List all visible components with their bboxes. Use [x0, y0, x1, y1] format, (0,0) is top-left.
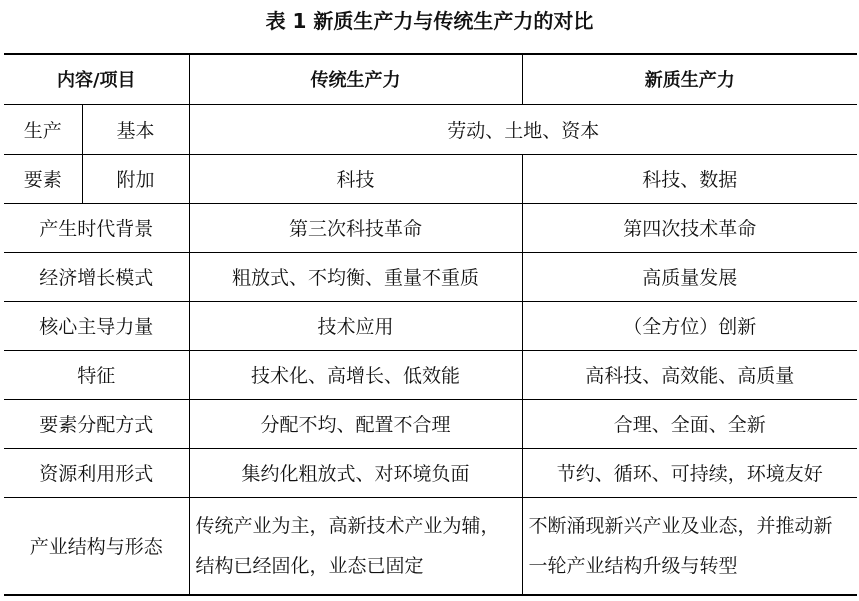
- header-new-quality: 新质生产力: [522, 54, 857, 104]
- table-row: [4, 301, 857, 350]
- header-content-item: 内容/项目: [4, 54, 189, 104]
- row-label: 核心主导力量: [4, 301, 189, 350]
- table-row: [4, 154, 857, 203]
- row-label-factor-top: 生产: [4, 104, 82, 154]
- table-row: [4, 203, 857, 252]
- row-sublabel-basic: 基本: [82, 104, 189, 154]
- cell-traditional: 科技: [189, 154, 522, 203]
- table-row: [4, 399, 857, 448]
- cell-new-quality: 不断涌现新兴产业及业态，并推动新一轮产业结构升级与转型: [522, 497, 857, 595]
- header-traditional: 传统生产力: [189, 54, 522, 104]
- cell-new-quality: 合理、全面、全新: [522, 399, 857, 448]
- cell-traditional: 粗放式、不均衡、重量不重质: [189, 252, 522, 301]
- cell-new-quality: 节约、循环、可持续，环境友好: [522, 448, 857, 497]
- cell-new-quality: 高质量发展: [522, 252, 857, 301]
- cell-traditional: 技术应用: [189, 301, 522, 350]
- table-row: [4, 350, 857, 399]
- table-row: [4, 104, 857, 154]
- cell-basic-merged: 劳动、土地、资本: [189, 104, 857, 154]
- row-sublabel-extra: 附加: [82, 154, 189, 203]
- row-label: 经济增长模式: [4, 252, 189, 301]
- table-row: [4, 448, 857, 497]
- cell-traditional: 分配不均、配置不合理: [189, 399, 522, 448]
- cell-traditional: 第三次科技革命: [189, 203, 522, 252]
- table-row: [4, 252, 857, 301]
- comparison-table: [4, 53, 857, 596]
- row-label-factor-bottom: 要素: [4, 154, 82, 203]
- cell-new-quality: 第四次技术革命: [522, 203, 857, 252]
- table-row: [4, 497, 857, 595]
- cell-traditional: 传统产业为主，高新技术产业为辅，结构已经固化，业态已固定: [189, 497, 522, 595]
- cell-new-quality: 科技、数据: [522, 154, 857, 203]
- header-row: [4, 54, 857, 104]
- row-label: 特征: [4, 350, 189, 399]
- row-label: 产业结构与形态: [4, 497, 189, 595]
- cell-traditional: 集约化粗放式、对环境负面: [189, 448, 522, 497]
- row-label: 产生时代背景: [4, 203, 189, 252]
- row-label: 要素分配方式: [4, 399, 189, 448]
- cell-new-quality: 高科技、高效能、高质量: [522, 350, 857, 399]
- row-label: 资源利用形式: [4, 448, 189, 497]
- cell-new-quality: （全方位）创新: [522, 301, 857, 350]
- table-caption: 表 1 新质生产力与传统生产力的对比: [265, 9, 594, 33]
- cell-traditional: 技术化、高增长、低效能: [189, 350, 522, 399]
